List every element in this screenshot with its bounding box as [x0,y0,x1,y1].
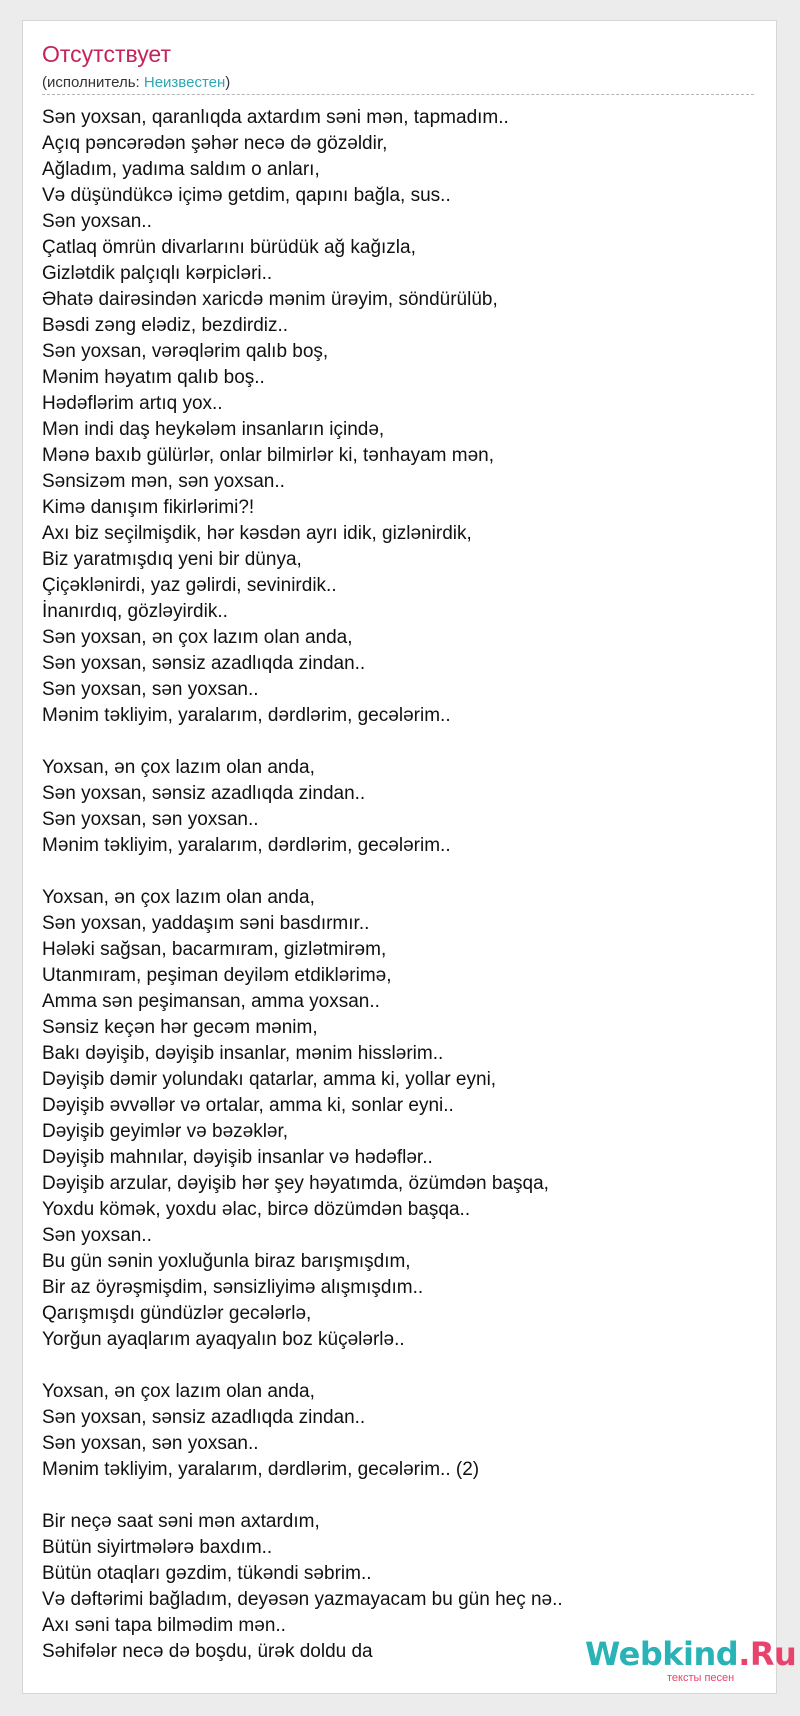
lyric-line: Bir neçə saat səni mən axtardım, [42,1511,320,1532]
lyric-line: Mənə baxıb gülürlər, onlar bilmirlər ki, tənhayam mən, [42,445,494,466]
lyric-line: İnanırdıq, gözləyirdik.. [42,601,228,622]
lyric-line: Mənim təkliyim, yaralarım, dərdlərim, gecələrim.. (2) [42,1459,480,1480]
lyrics-card [22,20,797,1694]
lyric-line: Sən yoxsan, sənsiz azadlıqda zindan.. [42,653,366,674]
lyric-line: Dəyişib dəmir yolundakı qatarlar, amma ki, yollar eyni, [42,1069,497,1090]
lyric-line: Bir az öyrəşmişdim, sənsizliyimə alışmışdım.. [42,1277,424,1298]
lyric-line: Sən yoxsan.. [42,1225,152,1246]
artist-suffix: ) [225,74,231,91]
lyric-line: Sən yoxsan, yaddaşım səni basdırmır.. [42,913,370,934]
lyric-line: Mənim təkliyim, yaralarım, dərdlərim, gecələrim.. [42,835,451,856]
header-divider [42,94,754,95]
lyric-line: Bu gün sənin yoxluğunla biraz barışmışdım, [42,1251,411,1272]
lyric-line: Və düşündükcə içimə getdim, qapını bağla, sus.. [42,185,451,206]
lyric-line: Sən yoxsan, sən yoxsan.. [42,679,259,700]
webkind-logo[interactable] [585,1635,797,1698]
lyric-line: Kimə danışım fikirlərimi?! [42,497,255,518]
lyric-line [42,859,754,885]
lyric-line: Sən yoxsan, vərəqlərim qalıb boş, [42,341,329,362]
lyric-line: Çiçəklənirdi, yaz gəlirdi, sevinirdik.. [42,575,337,596]
lyric-line [42,729,754,755]
lyric-line: Əhatə dairəsindən xaricdə mənim ürəyim, söndürülüb, [42,289,498,310]
lyric-line: Bütün otaqları gəzdim, tükəndi səbrim.. [42,1563,372,1584]
lyric-line: Yoxsan, ən çox lazım olan anda, [42,887,315,908]
lyric-line: Bəsdi zəng elədiz, bezdirdiz.. [42,315,289,336]
lyric-line: Yoxdu kömək, yoxdu əlac, bircə dözümdən başqa.. [42,1199,471,1220]
lyric-line [42,1483,754,1509]
lyric-line: Səhifələr necə də boşdu, ürək doldu da [42,1641,373,1662]
lyric-line: Yorğun ayaqlarım ayaqyalın boz küçələrlə.. [42,1329,405,1350]
logo-tagline: тексты песен [667,1672,735,1684]
lyric-line: Bütün siyirtmələrə baxdım.. [42,1537,273,1558]
lyric-line: Sən yoxsan, sənsiz azadlıqda zindan.. [42,783,366,804]
lyric-line: Və dəftərimi bağladım, deyəsən yazmayacam bu gün heç nə.. [42,1589,563,1610]
lyric-line: Sənsiz keçən hər gecəm mənim, [42,1017,318,1038]
lyric-line: Ağladım, yadıma saldım o anları, [42,159,320,180]
lyric-line: Sən yoxsan, ən çox lazım olan anda, [42,627,353,648]
logo-tld: .Ru [738,1635,797,1673]
lyric-line: Sənsizəm mən, sən yoxsan.. [42,471,285,492]
lyric-line: Yoxsan, ən çox lazım olan anda, [42,757,315,778]
artist-line [42,74,230,91]
lyric-line: Sən yoxsan.. [42,211,152,232]
lyric-line: Sən yoxsan, sən yoxsan.. [42,809,259,830]
lyric-line: Açıq pəncərədən şəhər necə də gözəldir, [42,133,388,154]
lyric-line: Utanmıram, peşiman deyiləm etdiklərimə, [42,965,392,986]
lyric-line: Amma sən peşimansan, amma yoxsan.. [42,991,380,1012]
lyric-line: Axı səni tapa bilmədim mən.. [42,1615,286,1636]
lyric-line: Bakı dəyişib, dəyişib insanlar, mənim hisslərim.. [42,1043,444,1064]
lyric-line: Dəyişib mahnılar, dəyişib insanlar və hədəflər.. [42,1147,433,1168]
logo-wordmark [585,1635,797,1673]
lyric-line: Hələki sağsan, bacarmıram, gizlətmirəm, [42,939,387,960]
lyric-line: Axı biz seçilmişdik, hər kəsdən ayrı idik, gizlənirdik, [42,523,472,544]
lyric-line: Dəyişib əvvəllər və ortalar, amma ki, sonlar eyni.. [42,1095,454,1116]
lyric-line: Hədəflərim artıq yox.. [42,393,223,414]
lyric-line: Biz yaratmışdıq yeni bir dünya, [42,549,302,570]
lyric-line [42,1353,754,1379]
lyric-line: Yoxsan, ən çox lazım olan anda, [42,1381,315,1402]
artist-link[interactable]: Неизвестен [143,74,226,91]
lyric-line: Mən indi daş heykələm insanların içində, [42,419,385,440]
lyric-line: Dəyişib geyimlər və bəzəklər, [42,1121,289,1142]
lyric-line: Çatlaq ömrün divarlarını bürüdük ağ kağızla, [42,237,416,258]
lyric-line: Sən yoxsan, sən yoxsan.. [42,1433,259,1454]
lyric-line: Sən yoxsan, qaranlıqda axtardım səni mən, tapmadım.. [42,107,509,128]
lyric-line: Dəyişib arzular, dəyişib hər şey həyatımda, özümdən başqa, [42,1173,549,1194]
lyric-line: Sən yoxsan, sənsiz azadlıqda zindan.. [42,1407,366,1428]
lyric-line: Gizlətdik palçıqlı kərpicləri.. [42,263,273,284]
lyric-line: Mənim həyatım qalıb boş.. [42,367,265,388]
artist-prefix: (исполнитель: [42,74,144,91]
logo-name: Webkind [585,1635,739,1673]
lyrics-text [42,105,754,1665]
song-title: Отсутствует [42,41,171,67]
lyric-line: Mənim təkliyim, yaralarım, dərdlərim, gecələrim.. [42,705,451,726]
lyric-line: Qarışmışdı gündüzlər gecələrlə, [42,1303,312,1324]
